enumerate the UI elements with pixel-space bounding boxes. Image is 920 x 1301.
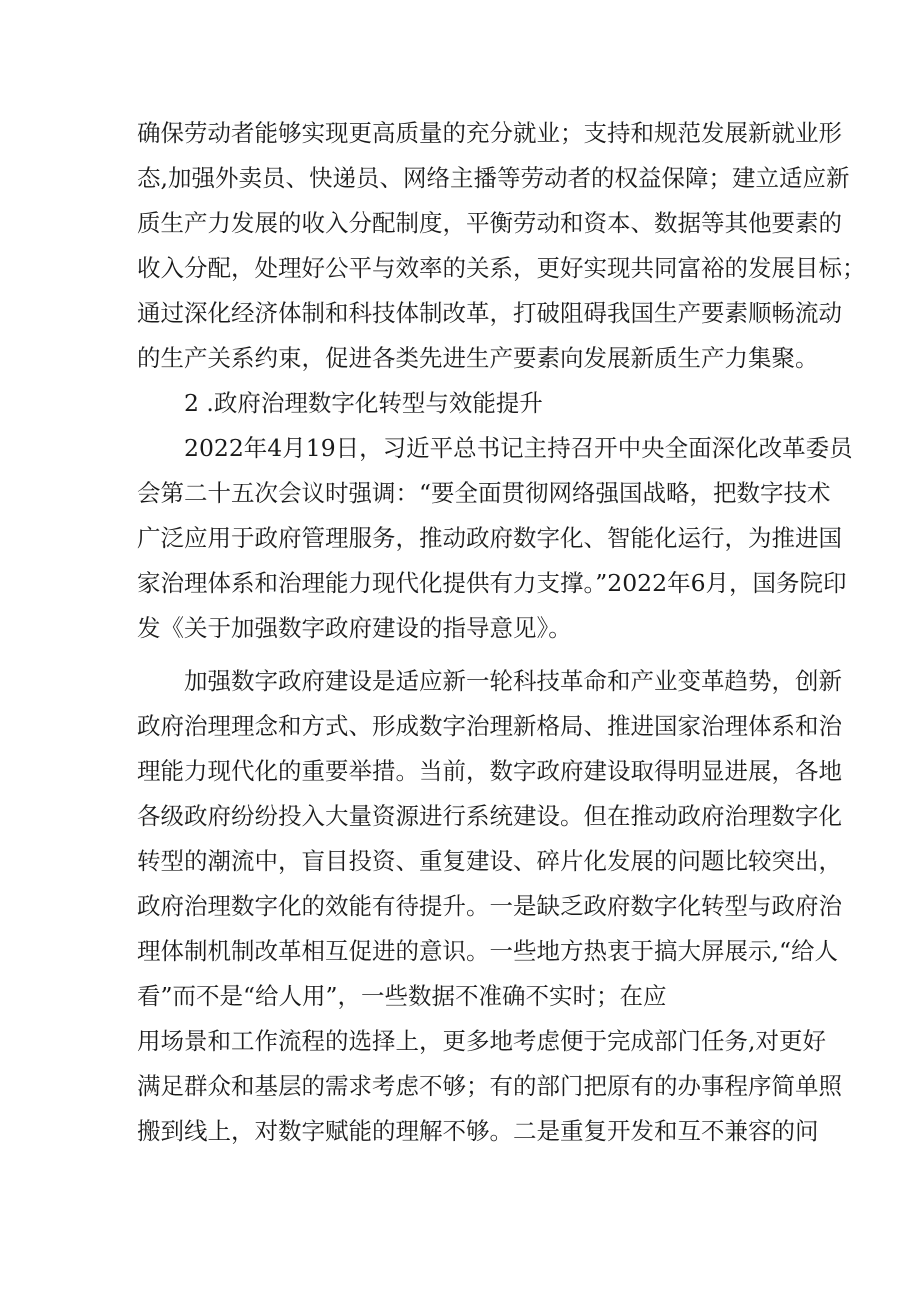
document-body: [137, 111, 866, 1154]
text-line: 转型的潮流中，盲目投资、重复建设、碎片化发展的问题比较突出，: [137, 847, 842, 875]
text-line: 加强数字政府建设是适应新一轮科技革命和产业变革趋势，创新: [184, 667, 842, 695]
text-line: 2022年4月19日，习近平总书记主持召开中央全面深化改革委员: [184, 434, 853, 462]
text-line: 态,加强外卖员、快递员、网络主播等劳动者的权益保障；建立适应新: [137, 164, 850, 192]
text-line: 确保劳动者能够实现更高质量的充分就业；支持和规范发展新就业形: [137, 119, 842, 147]
text-line: 政府治理理念和方式、形成数字治理新格局、推进国家治理体系和治: [137, 712, 842, 740]
text-line: 发《关于加强数字政府建设的指导意见》。: [137, 614, 572, 642]
section-heading: [137, 381, 777, 426]
text-line: 各级政府纷纷投入大量资源进行系统建设。但在推动政府治理数字化: [137, 802, 842, 830]
section-heading-text: 2 .政府治理数字化转型与效能提升: [184, 389, 543, 417]
text-line: 用场景和工作流程的选择上，更多地考虑便于完成部门任务,对更好: [137, 1027, 826, 1055]
text-line: 会第二十五次会议时强调：“要全面贯彻网络强国战略，把数字技术: [137, 479, 831, 507]
text-line: 收入分配，处理好公平与效率的关系，更好实现共同富裕的发展目标；: [137, 254, 866, 282]
text-line: 家治理体系和治理能力现代化提供有力支撑。”2022年6月，国务院印: [137, 569, 847, 597]
paragraph-meeting-quote: [137, 426, 853, 651]
text-line: 通过深化经济体制和科技体制改革，打破阻碍我国生产要素顺畅流动: [137, 299, 842, 327]
paragraph-digital-government: [137, 659, 842, 1154]
text-line: 看”而不是“给人用”，一些数据不准确不实时；在应: [137, 982, 667, 1010]
text-line: 质生产力发展的收入分配制度，平衡劳动和资本、数据等其他要素的: [137, 209, 842, 237]
text-line: 政府治理数字化的效能有待提升。一是缺乏政府数字化转型与政府治: [137, 892, 842, 920]
text-line: 搬到线上，对数字赋能的理解不够。二是重复开发和互不兼容的问: [137, 1117, 819, 1145]
text-line: 理体制机制改革相互促进的意识。一些地方热衷于搞大屏展示,“给人: [137, 937, 838, 965]
text-line: 满足群众和基层的需求考虑不够；有的部门把原有的办事程序简单照: [137, 1072, 842, 1100]
paragraph-employment: [137, 111, 866, 381]
text-line: 理能力现代化的重要举措。当前，数字政府建设取得明显进展，各地: [137, 757, 842, 785]
text-line: 广泛应用于政府管理服务，推动政府数字化、智能化运行，为推进国: [137, 524, 842, 552]
text-line: 的生产关系约束，促进各类先进生产要素向发展新质生产力集聚。: [137, 344, 819, 372]
